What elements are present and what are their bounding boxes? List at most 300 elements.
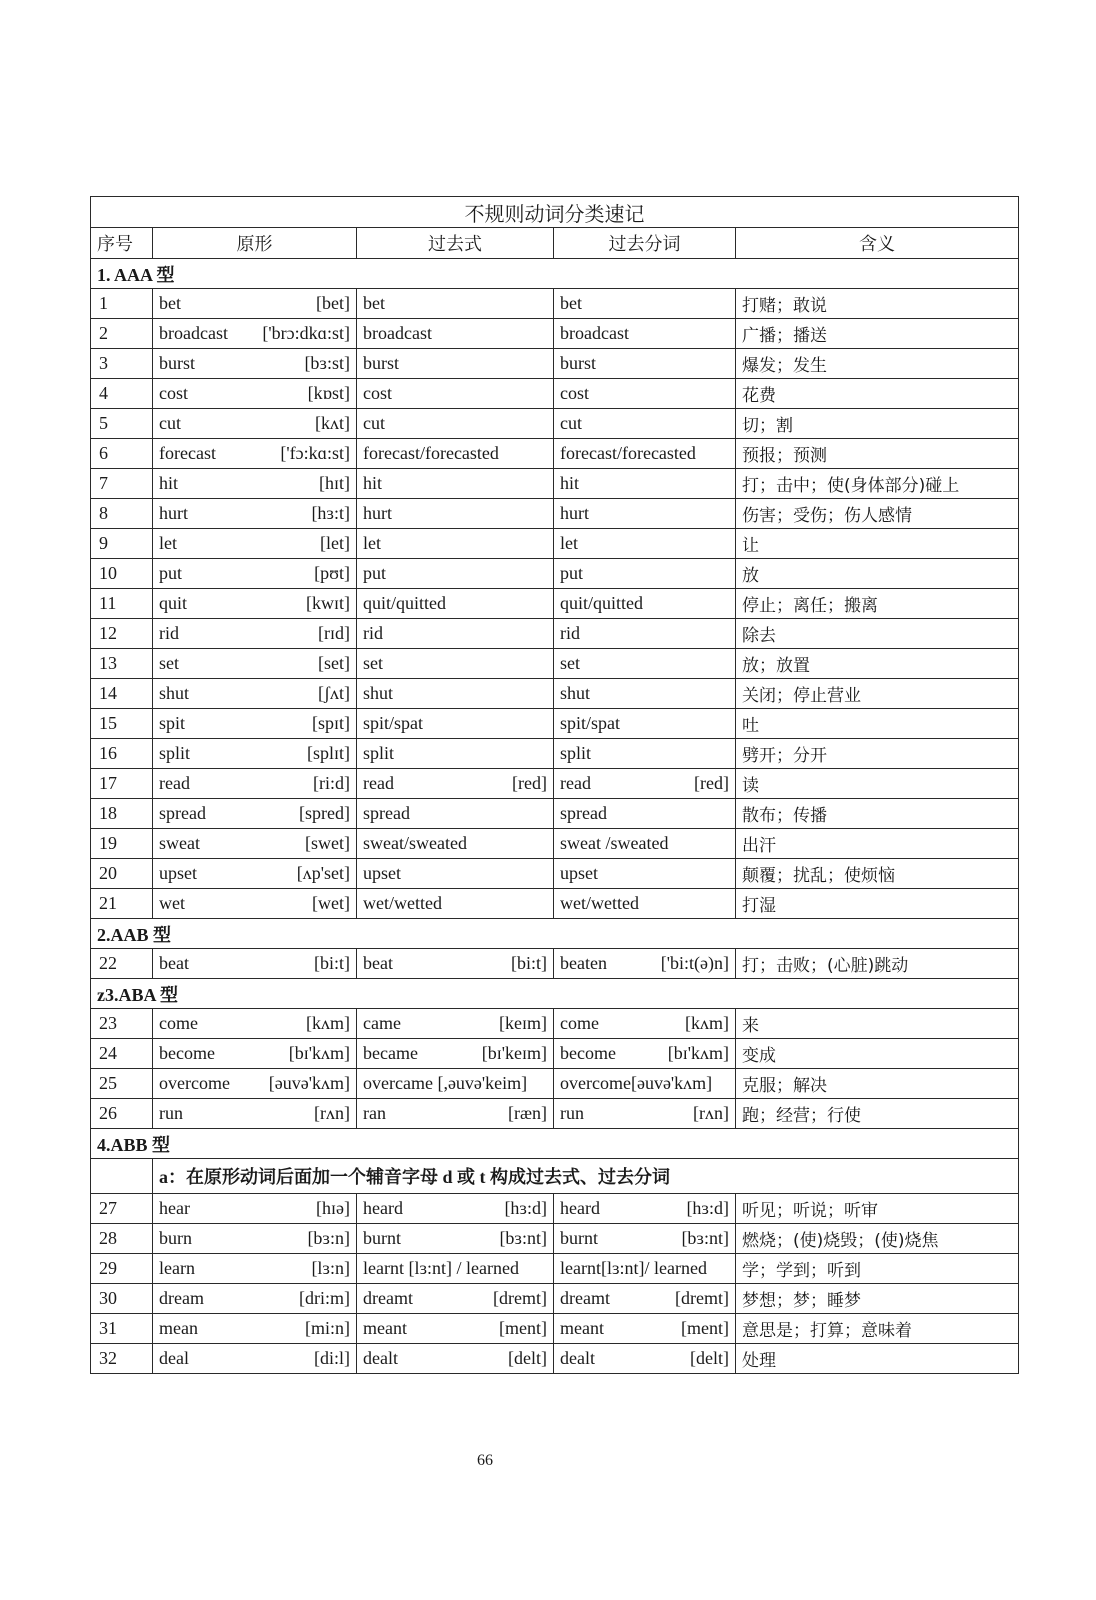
meaning: 预报；预测 — [736, 439, 1019, 469]
meaning: 切；割 — [736, 409, 1019, 439]
table-row — [91, 289, 1019, 319]
past-participle-word: sweat /sweated — [560, 833, 669, 853]
header-past-tense: 过去式 — [357, 228, 554, 259]
base-form-phonetic: [dri:m] — [299, 1288, 350, 1308]
past-tense-word: ran — [363, 1103, 386, 1123]
base-form — [153, 1194, 357, 1224]
table-row — [91, 799, 1019, 829]
table-row — [91, 709, 1019, 739]
meaning: 听见；听说；听审 — [736, 1194, 1019, 1224]
past-tense — [357, 889, 554, 919]
past-participle-word: burnt — [560, 1228, 598, 1248]
section-heading: 1. AAA 型 — [91, 259, 1019, 289]
past-participle — [554, 739, 736, 769]
base-form — [153, 769, 357, 799]
row-index: 31 — [91, 1314, 153, 1344]
row-index: 14 — [91, 679, 153, 709]
row-index: 26 — [91, 1099, 153, 1129]
base-form-word: become — [159, 1043, 215, 1063]
meaning: 除去 — [736, 619, 1019, 649]
past-tense — [357, 319, 554, 349]
meaning: 跑；经营；行使 — [736, 1099, 1019, 1129]
base-form-phonetic: [spɪt] — [312, 713, 350, 733]
meaning: 学；学到；听到 — [736, 1254, 1019, 1284]
base-form — [153, 739, 357, 769]
past-tense — [357, 1314, 554, 1344]
base-form-phonetic: [bɪ'kʌm] — [288, 1043, 350, 1063]
row-index: 6 — [91, 439, 153, 469]
base-form — [153, 349, 357, 379]
base-form-word: hit — [159, 473, 179, 493]
table-row — [91, 379, 1019, 409]
past-tense-word: sweat/sweated — [363, 833, 467, 853]
subsection-spacer — [91, 1159, 153, 1194]
past-participle-phonetic: [rʌn] — [693, 1103, 729, 1123]
past-participle — [554, 649, 736, 679]
base-form-phonetic: [kwɪt] — [306, 593, 350, 613]
past-participle — [554, 319, 736, 349]
base-form-word: spread — [159, 803, 206, 823]
meaning: 梦想；梦；睡梦 — [736, 1284, 1019, 1314]
base-form — [153, 1099, 357, 1129]
past-participle — [554, 769, 736, 799]
past-participle-word: hurt — [560, 503, 589, 523]
past-participle-phonetic: [delt] — [690, 1348, 729, 1368]
base-form — [153, 439, 357, 469]
base-form — [153, 709, 357, 739]
table-row — [91, 889, 1019, 919]
past-participle — [554, 349, 736, 379]
base-form-word: run — [159, 1103, 183, 1123]
past-tense — [357, 409, 554, 439]
base-form-phonetic: [rʌn] — [314, 1103, 350, 1123]
meaning: 颠覆；扰乱；使烦恼 — [736, 859, 1019, 889]
base-form — [153, 1314, 357, 1344]
meaning: 意思是；打算；意味着 — [736, 1314, 1019, 1344]
past-tense — [357, 829, 554, 859]
base-form-word: read — [159, 773, 190, 793]
base-form-word: mean — [159, 1318, 198, 1338]
past-tense — [357, 349, 554, 379]
base-form — [153, 859, 357, 889]
past-tense-word: broadcast — [363, 323, 432, 343]
past-tense-word: spit/spat — [363, 713, 424, 733]
past-tense — [357, 649, 554, 679]
past-participle-word: overcome[əuvə'kʌm] — [560, 1073, 713, 1093]
past-tense-word: hurt — [363, 503, 392, 523]
past-tense-word: spread — [363, 803, 410, 823]
row-index: 8 — [91, 499, 153, 529]
past-participle-phonetic: [kʌm] — [685, 1013, 729, 1033]
base-form-phonetic: [let] — [320, 533, 350, 553]
past-tense — [357, 1224, 554, 1254]
past-tense — [357, 1009, 554, 1039]
base-form — [153, 469, 357, 499]
base-form-word: burst — [159, 353, 195, 373]
table-row — [91, 469, 1019, 499]
past-tense — [357, 799, 554, 829]
past-participle-word: cut — [560, 413, 582, 433]
past-participle — [554, 1284, 736, 1314]
row-index: 11 — [91, 589, 153, 619]
base-form-word: dream — [159, 1288, 204, 1308]
base-form — [153, 949, 357, 979]
past-participle — [554, 499, 736, 529]
base-form-phonetic: [bi:t] — [314, 953, 350, 973]
meaning: 让 — [736, 529, 1019, 559]
past-participle-word: come — [560, 1013, 599, 1033]
past-participle-word: beaten — [560, 953, 607, 973]
past-participle-word: dreamt — [560, 1288, 610, 1308]
past-participle-word: let — [560, 533, 578, 553]
row-index: 7 — [91, 469, 153, 499]
past-tense-word: beat — [363, 953, 393, 973]
table-row — [91, 739, 1019, 769]
base-form — [153, 619, 357, 649]
past-tense-word: cut — [363, 413, 385, 433]
row-index: 9 — [91, 529, 153, 559]
meaning: 燃烧；(使)烧毁；(使)烧焦 — [736, 1224, 1019, 1254]
table-row — [91, 529, 1019, 559]
meaning: 变成 — [736, 1039, 1019, 1069]
header-past-participle: 过去分词 — [554, 228, 736, 259]
base-form-word: hear — [159, 1198, 190, 1218]
table-row — [91, 1039, 1019, 1069]
table-row — [91, 409, 1019, 439]
base-form — [153, 319, 357, 349]
past-tense — [357, 529, 554, 559]
past-participle-word: put — [560, 563, 584, 583]
section-row — [91, 919, 1019, 949]
row-index: 27 — [91, 1194, 153, 1224]
section-heading: z3.ABA 型 — [91, 979, 1019, 1009]
past-participle-phonetic: [bɜ:nt] — [681, 1228, 729, 1248]
meaning: 放；放置 — [736, 649, 1019, 679]
base-form-phonetic: [ʌp'set] — [296, 863, 350, 883]
header-base-form: 原形 — [153, 228, 357, 259]
meaning: 广播；播送 — [736, 319, 1019, 349]
base-form — [153, 589, 357, 619]
past-tense — [357, 1194, 554, 1224]
base-form-phonetic: [mi:n] — [305, 1318, 350, 1338]
base-form-phonetic: [ri:d] — [313, 773, 350, 793]
row-index: 10 — [91, 559, 153, 589]
table-row — [91, 1099, 1019, 1129]
past-participle — [554, 559, 736, 589]
base-form-phonetic: [di:l] — [314, 1348, 350, 1368]
base-form-word: bet — [159, 293, 181, 313]
base-form-word: learn — [159, 1258, 195, 1278]
subsection-heading: a：在原形动词后面加一个辅音字母 d 或 t 构成过去式、过去分词 — [153, 1159, 1019, 1194]
base-form-word: split — [159, 743, 191, 763]
meaning: 伤害；受伤；伤人感情 — [736, 499, 1019, 529]
past-tense-word: meant — [363, 1318, 407, 1338]
past-participle-word: run — [560, 1103, 584, 1123]
past-tense-word: heard — [363, 1198, 403, 1218]
table-row — [91, 1314, 1019, 1344]
past-tense — [357, 589, 554, 619]
table-row — [91, 949, 1019, 979]
base-form-phonetic: [splɪt] — [307, 743, 350, 763]
meaning: 读 — [736, 769, 1019, 799]
base-form-word: shut — [159, 683, 190, 703]
row-index: 2 — [91, 319, 153, 349]
base-form-word: upset — [159, 863, 197, 883]
table-row — [91, 499, 1019, 529]
row-index: 16 — [91, 739, 153, 769]
base-form — [153, 649, 357, 679]
meaning: 停止；离任；搬离 — [736, 589, 1019, 619]
base-form-phonetic: [hɪt] — [319, 473, 350, 493]
row-index: 3 — [91, 349, 153, 379]
past-tense-word: burnt — [363, 1228, 401, 1248]
past-participle — [554, 619, 736, 649]
table-title: 不规则动词分类速记 — [91, 197, 1019, 228]
past-participle — [554, 1314, 736, 1344]
section-row — [91, 259, 1019, 289]
header-meaning: 含义 — [736, 228, 1019, 259]
past-tense-word: bet — [363, 293, 385, 313]
past-tense-phonetic: [delt] — [508, 1348, 547, 1368]
past-participle — [554, 1344, 736, 1374]
row-index: 24 — [91, 1039, 153, 1069]
past-tense-word: shut — [363, 683, 394, 703]
past-participle-phonetic: [bɪ'kʌm] — [667, 1043, 729, 1063]
base-form-word: set — [159, 653, 179, 673]
row-index: 29 — [91, 1254, 153, 1284]
past-participle-phonetic: ['bi:t(ə)n] — [660, 953, 729, 973]
past-participle — [554, 799, 736, 829]
table-row — [91, 1344, 1019, 1374]
base-form-phonetic: ['brɔ:dkɑ:st] — [262, 323, 350, 343]
past-participle — [554, 589, 736, 619]
base-form-phonetic: [set] — [318, 653, 350, 673]
row-index: 20 — [91, 859, 153, 889]
past-participle-word: spread — [560, 803, 607, 823]
table-row — [91, 619, 1019, 649]
table-row — [91, 559, 1019, 589]
past-tense-word: put — [363, 563, 387, 583]
base-form-word: wet — [159, 893, 185, 913]
past-tense — [357, 619, 554, 649]
past-participle-word: wet/wetted — [560, 893, 639, 913]
past-tense-phonetic: [bɪ'keɪm] — [481, 1043, 547, 1063]
row-index: 22 — [91, 949, 153, 979]
past-tense-phonetic: [bɜ:nt] — [499, 1228, 547, 1248]
past-tense — [357, 559, 554, 589]
table-row — [91, 319, 1019, 349]
past-participle-word: upset — [560, 863, 598, 883]
past-participle-phonetic: [hɜ:d] — [686, 1198, 729, 1218]
base-form-phonetic: [rɪd] — [318, 623, 350, 643]
past-participle-word: rid — [560, 623, 580, 643]
past-tense-word: hit — [363, 473, 383, 493]
past-participle-word: shut — [560, 683, 591, 703]
past-tense — [357, 289, 554, 319]
base-form-word: burn — [159, 1228, 192, 1248]
meaning: 来 — [736, 1009, 1019, 1039]
past-participle — [554, 289, 736, 319]
past-participle-phonetic: [red] — [694, 773, 729, 793]
past-tense — [357, 1284, 554, 1314]
past-tense — [357, 709, 554, 739]
past-tense-phonetic: [bi:t] — [511, 953, 547, 973]
past-participle-word: quit/quitted — [560, 593, 643, 613]
past-participle-phonetic: [dremt] — [675, 1288, 729, 1308]
meaning: 处理 — [736, 1344, 1019, 1374]
row-index: 30 — [91, 1284, 153, 1314]
table-row — [91, 1194, 1019, 1224]
meaning: 打赌；敢说 — [736, 289, 1019, 319]
base-form-word: overcome — [159, 1073, 230, 1093]
base-form-word: cost — [159, 383, 188, 403]
past-tense — [357, 739, 554, 769]
past-tense — [357, 1069, 554, 1099]
past-tense-word: became — [363, 1043, 418, 1063]
base-form — [153, 1039, 357, 1069]
base-form-word: beat — [159, 953, 189, 973]
past-tense — [357, 439, 554, 469]
base-form — [153, 529, 357, 559]
base-form-phonetic: [kɒst] — [307, 383, 350, 403]
past-tense-word: let — [363, 533, 381, 553]
past-tense — [357, 469, 554, 499]
past-tense-word: wet/wetted — [363, 893, 442, 913]
base-form-word: quit — [159, 593, 188, 613]
past-participle-word: split — [560, 743, 592, 763]
past-participle-word: heard — [560, 1198, 600, 1218]
past-participle — [554, 1069, 736, 1099]
base-form-phonetic: [pʊt] — [314, 563, 350, 583]
base-form-phonetic: [əuvə'kʌm] — [268, 1073, 350, 1093]
base-form — [153, 1254, 357, 1284]
irregular-verbs-table — [90, 196, 1019, 1374]
past-tense — [357, 379, 554, 409]
table-row — [91, 1284, 1019, 1314]
base-form-word: cut — [159, 413, 181, 433]
past-tense-word: came — [363, 1013, 401, 1033]
base-form — [153, 1284, 357, 1314]
past-tense — [357, 499, 554, 529]
meaning: 爆发；发生 — [736, 349, 1019, 379]
row-index: 32 — [91, 1344, 153, 1374]
base-form-word: rid — [159, 623, 179, 643]
base-form — [153, 889, 357, 919]
row-index: 12 — [91, 619, 153, 649]
table-row — [91, 349, 1019, 379]
past-tense-word: read — [363, 773, 394, 793]
base-form — [153, 499, 357, 529]
past-tense — [357, 1344, 554, 1374]
row-index: 28 — [91, 1224, 153, 1254]
table-row — [91, 1224, 1019, 1254]
past-tense-phonetic: [keɪm] — [499, 1013, 547, 1033]
table-row — [91, 1009, 1019, 1039]
base-form-phonetic: ['fɔ:kɑ:st] — [280, 443, 350, 463]
table-row — [91, 1254, 1019, 1284]
row-index: 17 — [91, 769, 153, 799]
base-form — [153, 1344, 357, 1374]
base-form-word: deal — [159, 1348, 189, 1368]
meaning: 吐 — [736, 709, 1019, 739]
row-index: 13 — [91, 649, 153, 679]
table-row — [91, 439, 1019, 469]
header-row — [91, 228, 1019, 259]
past-tense-word: cost — [363, 383, 392, 403]
past-participle-word: cost — [560, 383, 589, 403]
base-form — [153, 679, 357, 709]
past-participle — [554, 1039, 736, 1069]
row-index: 23 — [91, 1009, 153, 1039]
base-form-phonetic: [kʌt] — [315, 413, 350, 433]
past-tense — [357, 1254, 554, 1284]
base-form-word: broadcast — [159, 323, 228, 343]
subsection-row — [91, 1159, 1019, 1194]
past-participle — [554, 859, 736, 889]
page-number: 66 — [477, 1452, 493, 1469]
table-row — [91, 679, 1019, 709]
past-tense-word: learnt [lɜ:nt] / learned — [363, 1258, 519, 1278]
base-form-word: come — [159, 1013, 198, 1033]
past-participle-word: set — [560, 653, 580, 673]
section-row — [91, 1129, 1019, 1159]
past-participle-word: spit/spat — [560, 713, 621, 733]
base-form-word: hurt — [159, 503, 188, 523]
past-tense-phonetic: [red] — [512, 773, 547, 793]
base-form — [153, 1224, 357, 1254]
past-participle — [554, 1254, 736, 1284]
base-form-phonetic: [bɜ:st] — [304, 353, 350, 373]
past-tense — [357, 769, 554, 799]
base-form-word: spit — [159, 713, 186, 733]
section-row — [91, 979, 1019, 1009]
past-tense-word: upset — [363, 863, 401, 883]
meaning: 散布；传播 — [736, 799, 1019, 829]
past-participle — [554, 379, 736, 409]
meaning: 出汗 — [736, 829, 1019, 859]
past-tense-phonetic: [dremt] — [493, 1288, 547, 1308]
base-form-word: let — [159, 533, 177, 553]
past-tense-phonetic: [ment] — [499, 1318, 547, 1338]
row-index: 18 — [91, 799, 153, 829]
base-form-phonetic: [hɪə] — [316, 1198, 350, 1218]
past-tense — [357, 1039, 554, 1069]
base-form-phonetic: [wet] — [312, 893, 350, 913]
past-participle — [554, 409, 736, 439]
past-tense-phonetic: [hɜ:d] — [504, 1198, 547, 1218]
table-row — [91, 1069, 1019, 1099]
row-index: 15 — [91, 709, 153, 739]
past-tense-word: split — [363, 743, 395, 763]
past-participle — [554, 829, 736, 859]
table-row — [91, 859, 1019, 889]
meaning: 打；击败；(心脏)跳动 — [736, 949, 1019, 979]
base-form-phonetic: [bɜ:n] — [307, 1228, 350, 1248]
past-participle-word: burst — [560, 353, 596, 373]
table-row — [91, 769, 1019, 799]
past-participle-word: learnt[lɜ:nt]/ learned — [560, 1258, 707, 1278]
past-tense — [357, 859, 554, 889]
past-participle — [554, 1194, 736, 1224]
past-tense-word: dreamt — [363, 1288, 413, 1308]
past-tense-word: forecast/forecasted — [363, 443, 499, 463]
meaning: 花费 — [736, 379, 1019, 409]
past-participle — [554, 529, 736, 559]
meaning: 打；击中；使(身体部分)碰上 — [736, 469, 1019, 499]
base-form-phonetic: [bet] — [316, 293, 350, 313]
past-participle — [554, 439, 736, 469]
meaning: 劈开；分开 — [736, 739, 1019, 769]
